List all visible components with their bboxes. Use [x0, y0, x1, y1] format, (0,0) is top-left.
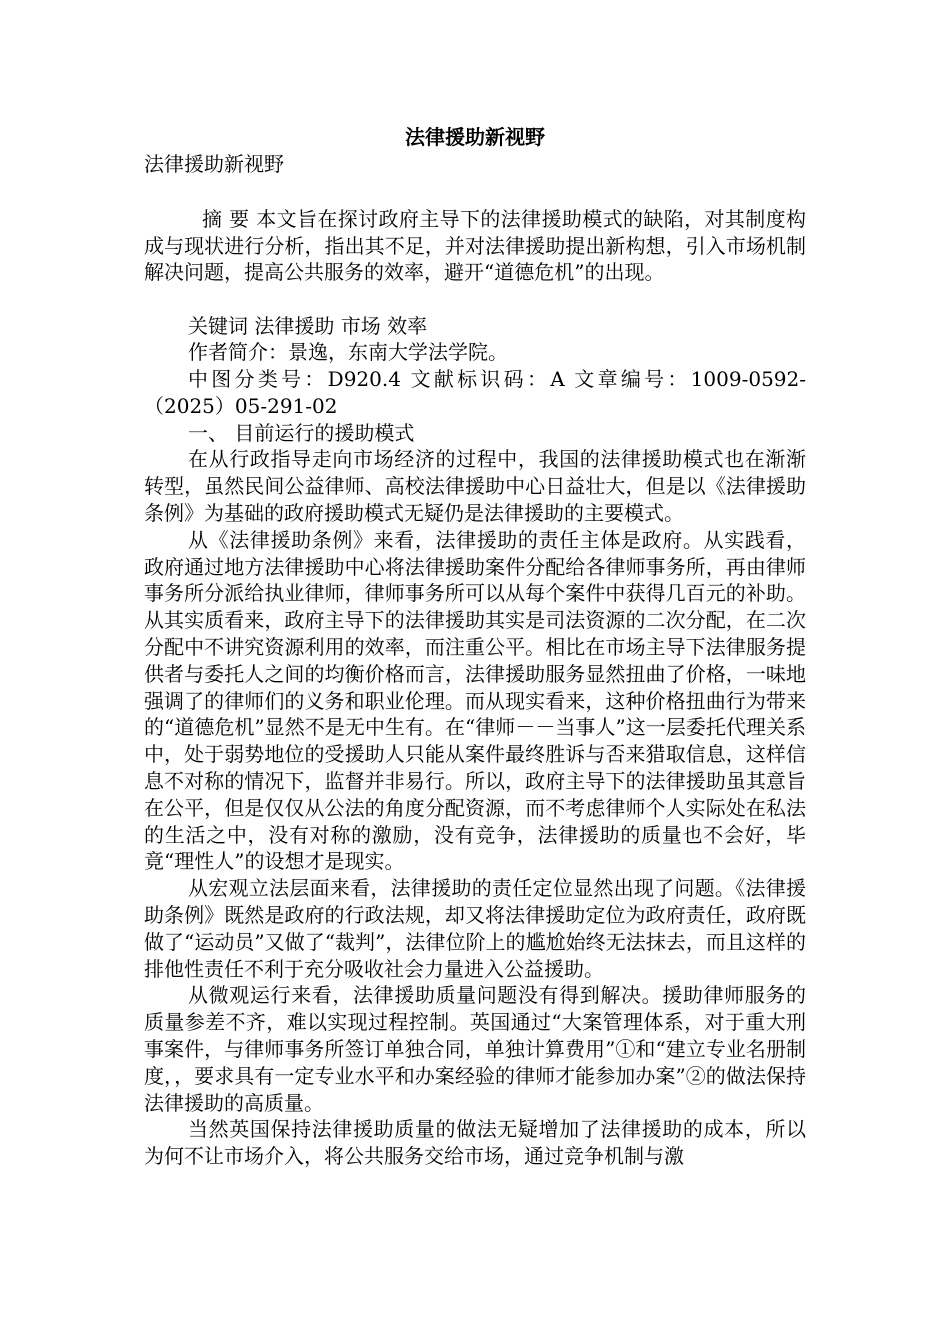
- classification-line: 中图分类号：D920.4 文献标识码：A 文章编号：1009-0592-（2025）05-291-02: [144, 367, 806, 418]
- abstract-paragraph: 摘 要 本文旨在探讨政府主导下的法律援助模式的缺陷，对其制度构成与现状进行分析，指出其不足，并对法律援助提出新构想，引入市场机制解决问题，提高公共服务的效率，避开“道德危机”的出现。: [144, 207, 806, 284]
- section-heading: 一、 目前运行的援助模式: [188, 420, 415, 445]
- body-paragraph: 从宏观立法层面来看，法律援助的责任定位显然出现了问题。《法律援助条例》既然是政府的行政法规，却又将法律援助定位为政府责任，政府既做了“运动员”又做了“裁判”，法律位阶上的尴尬始终无法抹去，而且这样的排他性责任不利于充分吸收社会力量进入公益援助。: [144, 876, 806, 981]
- body-paragraph: 从《法律援助条例》来看，法律援助的责任主体是政府。从实践看，政府通过地方法律援助中心将法律援助案件分配给各律师事务所，再由律师事务所分派给执业律师，律师事务所可以从每个案件中获得几百元的补助。从其实质看来，政府主导下的法律援助其实是司法资源的二次分配，在二次分配中不讲究资源利用的效率，而注重公平。相比在市场主导下法律服务提供者与委托人之间的均衡价格而言，法律援助服务显然扭曲了价格，一味地强调了的律师们的义务和职业伦理。而从现实看来，这种价格扭曲行为带来的“道德危机”显然不是无中生有。在“律师－－当事人”这一层委托代理关系中，处于弱势地位的受援助人只能从案件最终胜诉与否来猎取信息，这样信息不对称的情况下，监督并非易行。所以，政府主导下的法律援助虽其意旨在公平，但是仅仅从公法的角度分配资源，而不考虑律师个人实际处在私法的生活之中，没有对称的激励，没有竞争，法律援助的质量也不会好，毕竟“理性人”的设想才是现实。: [144, 527, 806, 874]
- document-subtitle: 法律援助新视野: [144, 152, 284, 176]
- article-metadata: [144, 313, 806, 447]
- document-body: [144, 124, 806, 1170]
- keywords-line: 关键词 法律援助 市场 效率: [188, 313, 428, 338]
- body-paragraph: 从微观运行来看，法律援助质量问题没有得到解决。援助律师服务的质量参差不齐，难以实现过程控制。英国通过“大案管理体系，对于重大刑事案件，与律师事务所签订单独合同，单独计算费用”①和“建立专业名册制度，，要求具有一定专业水平和办案经验的律师才能参加办案”②的做法保持法律援助的高质量。: [144, 983, 806, 1115]
- document-title: 法律援助新视野: [405, 125, 545, 149]
- author-line: 作者简介：景逸，东南大学法学院。: [188, 340, 508, 365]
- body-paragraph: 在从行政指导走向市场经济的过程中，我国的法律援助模式也在渐渐转型，虽然民间公益律师、高校法律援助中心日益壮大，但是以《法律援助条例》为基础的政府援助模式无疑仍是法律援助的主要模式。: [144, 447, 806, 526]
- body-paragraph: 当然英国保持法律援助质量的做法无疑增加了法律援助的成本，所以为何不让市场介入，将公共服务交给市场，通过竞争机制与激: [144, 1117, 806, 1169]
